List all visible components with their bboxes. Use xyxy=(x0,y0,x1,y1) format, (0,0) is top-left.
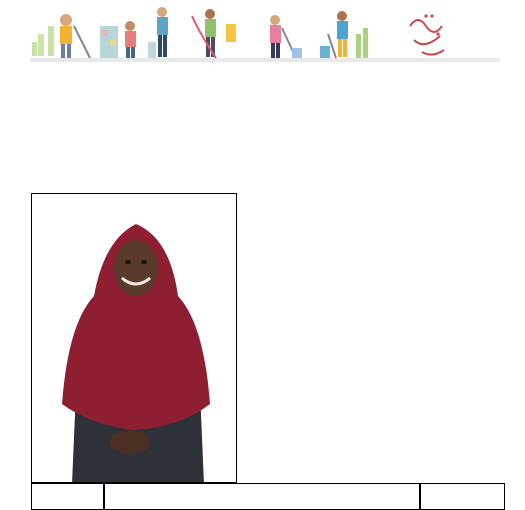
remarks-label-ar xyxy=(420,483,505,510)
applicant-photo xyxy=(32,194,237,483)
remarks-label xyxy=(31,483,104,510)
remarks-value xyxy=(104,483,420,510)
applicant-photo-frame xyxy=(31,193,237,483)
cleaning-banner-illustration xyxy=(30,4,500,68)
